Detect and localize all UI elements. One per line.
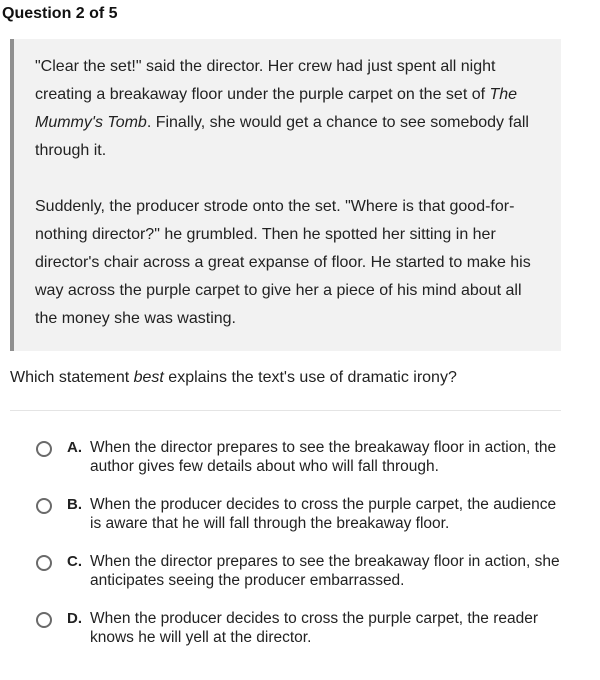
answer-choice-b[interactable] xyxy=(36,495,566,539)
radio-button-c[interactable] xyxy=(36,555,52,571)
choice-letter-d: D. xyxy=(67,610,82,627)
choice-text-c: When the director prepares to see the breakaway floor in action, she anticipates seeing the producer embarrassed. xyxy=(90,553,560,589)
passage-paragraph-1 xyxy=(35,53,543,165)
answer-choice-d[interactable] xyxy=(36,609,566,653)
choice-text-b: When the producer decides to cross the purple carpet, the audience is aware that he will fall through the breakaway floor. xyxy=(90,496,557,532)
passage-p1-text: "Clear the set!" said the director. Her crew had just spent all night creating a breakaway floor under the purple carpet on the set of xyxy=(35,58,496,103)
passage-p1-end: . Finally, she would get a chance to see somebody fall through it. xyxy=(35,114,529,159)
radio-button-a[interactable] xyxy=(36,441,52,457)
passage-box xyxy=(10,39,561,351)
choice-letter-b: B. xyxy=(67,496,82,513)
choice-text-a: When the director prepares to see the breakaway floor in action, the author gives few details about who will fall through. xyxy=(90,439,557,475)
radio-button-d[interactable] xyxy=(36,612,52,628)
answer-choice-c[interactable] xyxy=(36,552,566,596)
choice-letter-a: A. xyxy=(67,439,82,456)
choice-text-d: When the producer decides to cross the purple carpet, the reader knows he will yell at the director. xyxy=(90,610,539,646)
question-prompt xyxy=(10,367,457,389)
passage-paragraph-2: Suddenly, the producer strode onto the set. "Where is that good-for-nothing director?" he grumbled. Then he spotted her sitting in her director's chair across a great expanse of floor. He started to make his way across the purple carpet to give her a piece of his mind about all the money she was wasting. xyxy=(35,198,531,327)
passage-book-title: The Mummy's Tomb xyxy=(35,86,518,131)
question-counter: Question 2 of 5 xyxy=(2,5,118,22)
answer-choice-a[interactable] xyxy=(36,438,566,482)
prompt-emphasis: best xyxy=(133,369,164,386)
radio-button-b[interactable] xyxy=(36,498,52,514)
choice-letter-c: C. xyxy=(67,553,82,570)
prompt-start: Which statement xyxy=(10,369,134,386)
divider xyxy=(10,410,561,411)
prompt-end: explains the text's use of dramatic irony? xyxy=(163,369,457,386)
